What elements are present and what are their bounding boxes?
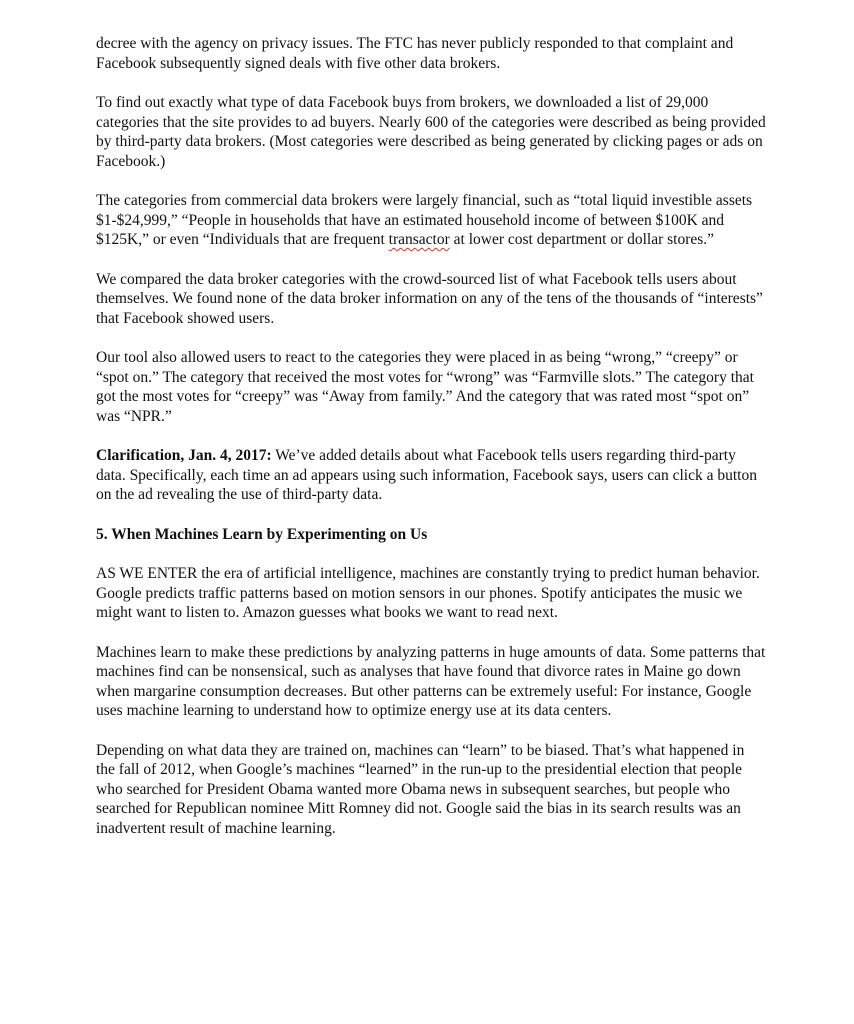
paragraph-user-reactions: Our tool also allowed users to react to the categories they were placed in as being “wrong,” “creepy” or “spot on.” The category that received the most votes for “wrong” was “Farmville slots.” The category that got the most votes for “creepy” was “Away from family.” And the category that was rated most “spot on” was “NPR.” — [96, 349, 754, 425]
paragraph-text: at lower cost department or dollar stores.” — [449, 231, 715, 248]
spellcheck-flagged-word[interactable]: transactor — [388, 231, 450, 248]
paragraph-ftc-decree: decree with the agency on privacy issues. The FTC has never publicly responded to that complaint and Facebook subsequently signed deals with five other data brokers. — [96, 35, 734, 72]
paragraph-financial-categories — [96, 191, 766, 250]
paragraph-crowd-sourced: We compared the data broker categories with the crowd-sourced list of what Facebook tells users about themselves. We found none of the data broker information on any of the tens of the thousands of “interests” that Facebook showed users. — [96, 270, 763, 327]
paragraph-clarification — [96, 446, 766, 505]
paragraph-machine-bias: Depending on what data they are trained on, machines can “learn” to be biased. That’s what happened in the fall of 2012, when Google’s machines “learned” in the run-up to the presidential election that people who searched for President Obama wanted more Obama news in subsequent searches, but people who searched for Republican nominee Mitt Romney did not. Google said the bias in its search results was an inadvertent result of machine learning. — [96, 741, 745, 837]
paragraph-text: The categories from commercial data brokers were largely financial, such as “total liquid investible assets $1-$24,999,” “People in households that have an estimated household income of between $100K and $125K,” or even “Individuals that are frequent — [96, 192, 753, 248]
paragraph-machine-patterns: Machines learn to make these predictions by analyzing patterns in huge amounts of data. Some patterns that machines find can be nonsensical, such as analyses that have found that divorce rates in Maine go down when margarine consumption decreases. But other patterns can be extremely useful: For instance, Google uses machine learning to understand how to optimize energy use at its data centers. — [96, 643, 766, 719]
clarification-label: Clarification, Jan. 4, 2017: — [96, 447, 272, 464]
paragraph-data-categories: To find out exactly what type of data Facebook buys from brokers, we downloaded a list of 29,000 categories that the site provides to ad buyers. Nearly 600 of the categories were described as being provided by third-party data brokers. (Most categories were described as being generated by clicking pages or ads on Facebook.) — [96, 94, 766, 170]
document-page — [96, 34, 766, 858]
section-heading: 5. When Machines Learn by Experimenting on Us — [96, 525, 428, 543]
paragraph-text: We’ve added details about what Facebook tells users regarding third-party data. Specifically, each time an ad appears using such information, Facebook says, users can click a button on the ad revealing the use of third-party data. — [96, 447, 757, 503]
paragraph-ai-era: AS WE ENTER the era of artificial intelligence, machines are constantly trying to predict human behavior. Google predicts traffic patterns based on motion sensors in our phones. Spotify anticipates the music we might want to listen to. Amazon guesses what books we want to read next. — [96, 565, 760, 621]
